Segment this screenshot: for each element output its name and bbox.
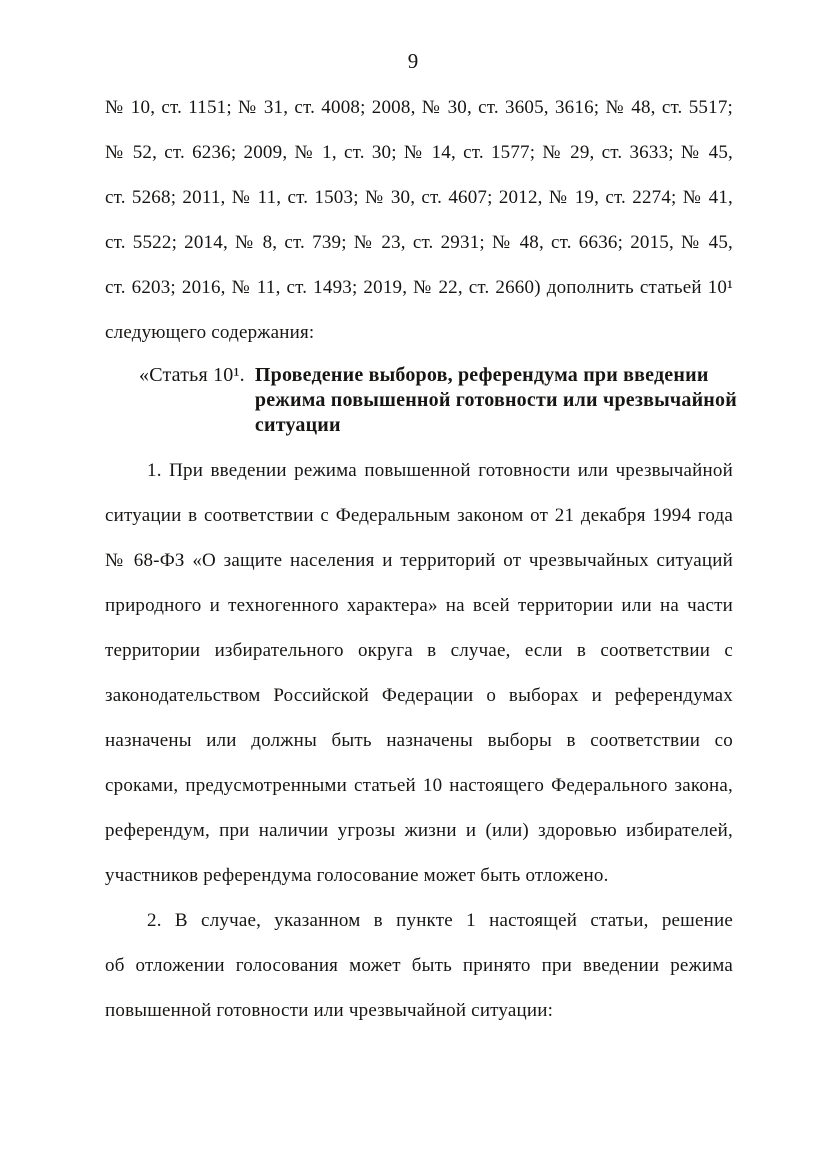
paragraph-line: ситуации в соответствии с Федеральным законом от 21 декабря 1994 года	[105, 505, 733, 526]
paragraph-1	[105, 448, 733, 898]
paragraph-line: № 68-ФЗ «О защите населения и территорий от чрезвычайных ситуаций	[105, 550, 733, 571]
paragraph-line: об отложении голосования может быть принято при введении режима	[105, 955, 733, 976]
paragraph-line: сроками, предусмотренными статьей 10 настоящего Федерального закона,	[105, 775, 733, 796]
article-heading-title-line: Проведение выборов, референдума при введении	[254, 364, 709, 386]
page-number: 9	[407, 49, 419, 73]
paragraph-line: повышенной готовности или чрезвычайной ситуации:	[105, 1000, 554, 1021]
article-heading-title-line: ситуации	[254, 414, 341, 436]
paragraph-line: референдум, при наличии угрозы жизни и (или) здоровью избирателей,	[105, 820, 733, 841]
paragraph-line: территории избирательного округа в случае, если в соответствии с	[105, 640, 733, 661]
article-heading	[139, 363, 737, 438]
paragraph-2	[105, 898, 733, 1033]
citation-paragraph	[105, 85, 733, 355]
article-heading-title	[255, 363, 737, 438]
paragraph-line: 1. При введении режима повышенной готовности или чрезвычайной	[147, 460, 733, 481]
document-body	[105, 85, 737, 1033]
paragraph-line: 2. В случае, указанном в пункте 1 настоящей статьи, решение	[147, 910, 733, 931]
article-heading-title-line: режима повышенной готовности или чрезвычайной	[254, 389, 737, 411]
paragraph-line: назначены или должны быть назначены выборы в соответствии со	[105, 730, 733, 751]
citation-line: ст. 5522; 2014, № 8, ст. 739; № 23, ст. 2931; № 48, ст. 6636; 2015, № 45,	[105, 232, 733, 253]
citation-line: ст. 5268; 2011, № 11, ст. 1503; № 30, ст. 4607; 2012, № 19, ст. 2274; № 41,	[105, 187, 733, 208]
paragraph-line: законодательством Российской Федерации о выборах и референдумах	[105, 685, 733, 706]
paragraph-line: природного и техногенного характера» на всей территории или на части	[105, 595, 733, 616]
article-heading-label: «Статья 10¹.	[139, 364, 245, 386]
citation-line: № 10, ст. 1151; № 31, ст. 4008; 2008, № 30, ст. 3605, 3616; № 48, ст. 5517;	[105, 97, 733, 118]
citation-line: следующего содержания:	[105, 322, 315, 343]
citation-line: № 52, ст. 6236; 2009, № 1, ст. 30; № 14, ст. 1577; № 29, ст. 3633; № 45,	[105, 142, 733, 163]
paragraph-line: участников референдума голосование может быть отложено.	[105, 865, 609, 886]
citation-line: ст. 6203; 2016, № 11, ст. 1493; 2019, № 22, ст. 2660) дополнить статьей 10¹	[105, 277, 733, 298]
